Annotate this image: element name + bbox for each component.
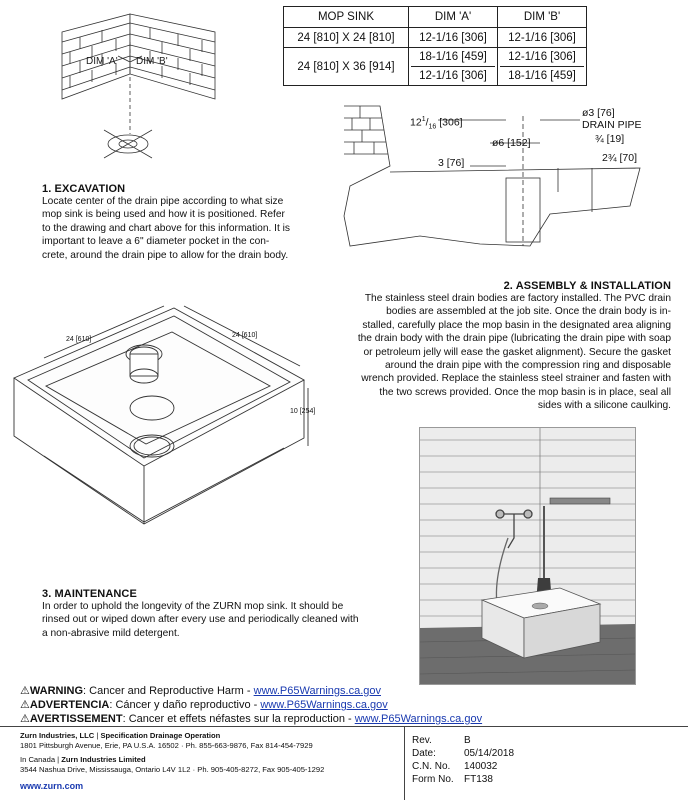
dim-frac-num: 1 — [421, 116, 426, 123]
sink-width-2: 24 [610] — [232, 332, 258, 339]
warning-triangle-icon: ⚠ — [20, 685, 30, 697]
p65-link[interactable]: www.P65Warnings.ca.gov — [260, 699, 388, 711]
company-name: Zurn Industries, LLC — [20, 731, 95, 740]
warning-text: : Cancer et effets néfastes sur la reproduction - — [122, 713, 355, 725]
text-line: to the drawing and chart above for this information. It is — [42, 222, 291, 234]
warning-label: ADVERTENCIA — [29, 699, 110, 711]
text-line: crete, around the drain pipe to allow for the drain body. — [42, 249, 289, 261]
cell-dim-b — [497, 48, 586, 86]
warning-line-en — [20, 684, 540, 698]
text-line: the two screws provided. Once the mop basin is in place, seal all — [379, 386, 671, 398]
meta-label: Form No. — [412, 774, 454, 785]
maintenance-text — [42, 600, 402, 640]
col-mop-sink: MOP SINK — [284, 7, 409, 28]
dim-12-1-16: $12^1/_{16}$ [306] — [410, 116, 463, 131]
assembly-title: 2. ASSEMBLY & INSTALLATION — [503, 280, 671, 292]
text-line: sides with a silicone caulking. — [537, 400, 671, 412]
cell-dim-b: 12-1/16 [306] — [497, 28, 586, 48]
installed-sink-illustration — [419, 427, 636, 685]
text-line: around the drain pipe with the compression ring and disposable — [385, 360, 671, 372]
cell-dim-a-line: 12-1/16 [306] — [419, 70, 487, 82]
prop65-warnings — [20, 684, 540, 726]
warning-label: WARNING — [29, 685, 84, 697]
warning-line-es — [20, 698, 540, 712]
drain-section-drawing — [330, 96, 670, 256]
text-line: or petroleum jelly will ease the gasket alignment). Secure the gasket — [363, 346, 671, 358]
text-line: Locate center of the drain pipe according to what size — [42, 196, 284, 207]
sink-height: 10 [254] — [290, 408, 316, 415]
corner-wall-drawing — [40, 4, 270, 174]
warning-triangle-icon: ⚠ — [20, 699, 30, 711]
cell-dim-a-line: 18-1/16 [459] — [411, 48, 495, 67]
cell-dim-b-line: 18-1/16 [459] — [508, 70, 576, 82]
col-dim-a: DIM 'A' — [408, 7, 497, 28]
canada-address: 3544 Nashua Drive, Mississauga, Ontario L4V 1L2 · Ph. 905-405-8272, Fax 905-405-1292 — [20, 765, 325, 774]
footer-divider — [0, 726, 688, 727]
dim-mm: [306] — [439, 116, 463, 129]
warning-line-fr — [20, 712, 540, 726]
drain-pipe-label: DRAIN PIPE — [582, 119, 642, 131]
text-line: a non-abrasive mild detergent. — [42, 627, 180, 639]
cell-size: 24 [810] X 24 [810] — [284, 28, 409, 48]
meta-label: Date: — [412, 748, 436, 759]
maintenance-title: 3. MAINTENANCE — [42, 588, 137, 600]
canada-prefix: In Canada | — [20, 755, 62, 764]
form-metadata — [412, 734, 514, 786]
dim-b-label: DIM 'B' — [136, 56, 168, 67]
company-address: 1801 Pittsburgh Avenue, Erie, PA U.S.A. 16502 · Ph. 855-663-9876, Fax 814-454-7929 — [20, 741, 313, 750]
cell-size: 24 [810] X 36 [914] — [284, 48, 409, 86]
text-line: bodies are assembled at the job site. Once the drain body is in- — [386, 306, 671, 318]
warning-label: AVERTISSEMENT — [29, 713, 123, 725]
table-row — [284, 28, 587, 48]
meta-row — [412, 747, 514, 760]
excavation-text — [42, 195, 332, 262]
warning-text: : Cancer and Reproductive Harm - — [83, 685, 254, 697]
meta-value: B — [464, 735, 471, 746]
meta-label: C.N. No. — [412, 761, 451, 772]
dim-70: 2¾ [70] — [602, 152, 638, 164]
footer-line: Zurn Industries, LLC | Specification Drainage Operation — [20, 731, 221, 740]
meta-label: Rev. — [412, 735, 432, 746]
meta-row — [412, 773, 514, 786]
warning-triangle-icon: ⚠ — [20, 713, 30, 725]
maintenance-section — [42, 588, 402, 640]
excavation-title: 1. EXCAVATION — [42, 183, 126, 195]
meta-row — [412, 734, 514, 747]
text-line: mop sink is being used and how it is positioned. Refer — [42, 209, 285, 221]
dim-6-152: ø6 [152] — [492, 137, 531, 149]
meta-row — [412, 760, 514, 773]
dimension-table — [283, 6, 587, 86]
text-line: important to leave a 6" diameter pocket in the con- — [42, 236, 270, 248]
mop-sink-drawing — [4, 296, 334, 571]
sink-width-1: 24 [610] — [66, 336, 92, 343]
meta-value: 05/14/2018 — [464, 748, 515, 759]
p65-link[interactable]: www.P65Warnings.ca.gov — [354, 713, 483, 725]
dim-a-label: DIM 'A' — [86, 56, 118, 67]
footer-line — [20, 755, 400, 765]
meta-value: 140032 — [464, 761, 498, 772]
installed-scene — [420, 428, 635, 684]
dim-3-76: 3 [76] — [438, 157, 465, 169]
table-row — [284, 48, 587, 86]
cell-dim-a: 12-1/16 [306] — [408, 28, 497, 48]
canada-company: Zurn Industries Limited — [61, 755, 146, 764]
p65-link[interactable]: www.P65Warnings.ca.gov — [253, 685, 381, 697]
dim-frac-den: 16 — [428, 123, 437, 131]
text-line: stalled, carefully place the mop basin in the designated area aligning — [362, 319, 671, 331]
col-dim-b: DIM 'B' — [497, 7, 586, 28]
text-line: rinsed out or wiped down after every use and periodically cleaned with — [42, 614, 359, 626]
footer-column-divider — [404, 726, 405, 800]
assembly-text — [316, 292, 671, 413]
website-link[interactable]: www.zurn.com — [20, 781, 84, 791]
warning-text: : Cáncer y daño reproductivo - — [109, 699, 261, 711]
footer-company-block — [20, 731, 400, 791]
division-name: Specification Drainage Operation — [100, 731, 221, 740]
dim-whole: 12 — [410, 116, 422, 129]
dim-pipe-76: ø3 [76] — [582, 107, 615, 119]
sink-iso-lines — [4, 296, 334, 571]
dim-19: ¾ [19] — [595, 133, 625, 145]
meta-value: FT138 — [464, 774, 493, 785]
assembly-section — [316, 280, 671, 413]
cell-dim-b-line: 12-1/16 [306] — [500, 48, 584, 67]
text-line: In order to uphold the longevity of the ZURN mop sink. It should be — [42, 601, 344, 612]
text-line: The stainless steel drain bodies are factory installed. The PVC drain — [364, 293, 671, 304]
text-line: wrench provided. Replace the stainless steel strainer and fasten with — [361, 373, 671, 385]
cell-dim-a — [408, 48, 497, 86]
text-line: the drain body with the drain pipe (lubricating the drain pipe with soap — [357, 333, 671, 345]
excavation-section — [42, 183, 332, 262]
